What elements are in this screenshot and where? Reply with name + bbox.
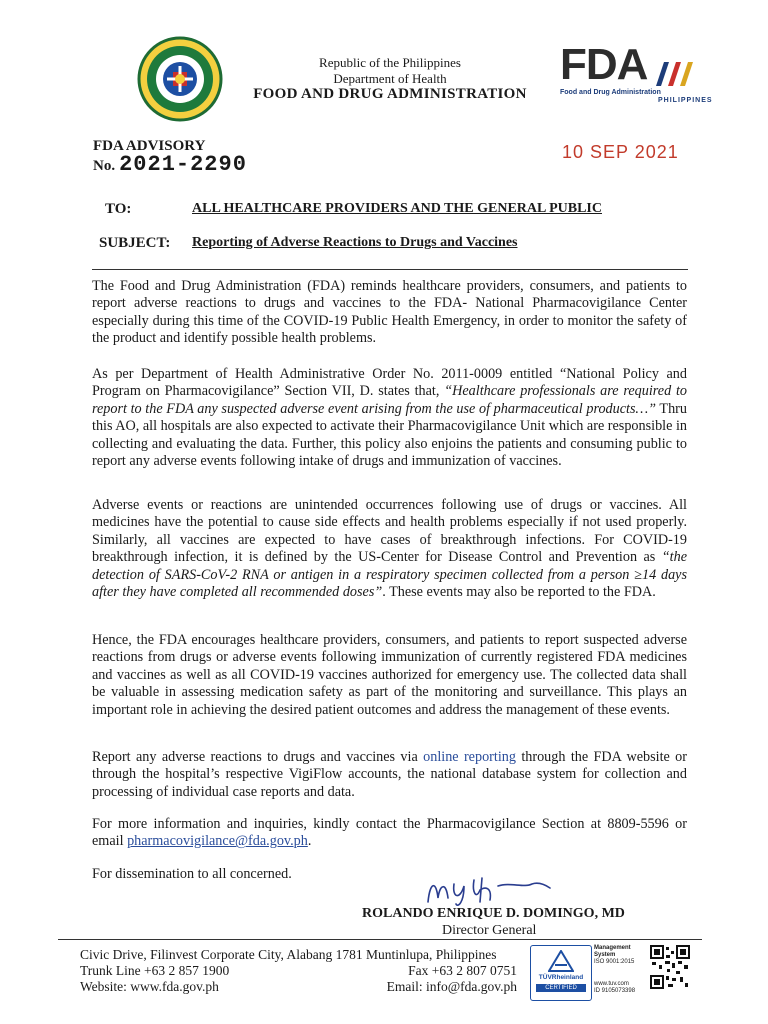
management-system-info [594, 945, 650, 1001]
fda-logo-sub: Food and Drug Administration [560, 89, 661, 96]
advisory-title: FDA ADVISORY [93, 138, 206, 154]
paragraph-6 [92, 816, 687, 851]
paragraph-5-text-b: through the FDA website or through the hospital’s respective VigiFlow accounts, the national database system for collection and processing of individual case reports and data. [92, 749, 688, 800]
paragraph-3-text-a: Adverse events or reactions are unintended occurrences following use of drugs or vaccines. All medicines have the potential to cause side effects and health problems especially if not used properly. Similarly, all vaccines are expected to have cases of breakthrough infections. For COVID-19 breakthrough infection, it is defined by the US-Center for Disease Control and Prevention as [92, 497, 687, 566]
advisory-no-label: No. [93, 158, 116, 174]
tuv-certification-badge [530, 945, 592, 1001]
tuv-id: ID 9105073398 [594, 988, 636, 994]
advisory-number: 2021-2290 [119, 152, 247, 177]
tuv-certified-label: CERTIFIED [536, 984, 586, 992]
header-agency: FOOD AND DRUG ADMINISTRATION [253, 86, 527, 102]
tuv-brand: TÜVRheinland [538, 974, 584, 981]
to-value: ALL HEALTHCARE PROVIDERS AND THE GENERAL PUBLIC [192, 201, 602, 216]
fda-logo [558, 40, 713, 110]
qr-code-icon [650, 945, 690, 989]
fda-logo-sub-country: PHILIPPINES [658, 97, 713, 104]
iso-standard: ISO 9001:2015 [594, 959, 635, 965]
signatory-title: Director General [442, 923, 537, 938]
footer-email: Email: info@fda.gov.ph [386, 979, 517, 994]
subject-label: SUBJECT: [99, 235, 171, 251]
footer-divider [58, 939, 702, 940]
tuv-url: www.tuv.com [594, 981, 629, 987]
paragraph-3 [92, 497, 687, 601]
paragraph-3-quote: “the detection of SARS-CoV-2 RNA or antigen in a respiratory specimen collected from a person ≥14 days after they have completed all recommended doses” [92, 549, 687, 601]
tuv-triangle-icon [548, 950, 574, 972]
online-reporting-link[interactable]: online reporting [423, 749, 516, 765]
to-label: TO: [105, 201, 132, 217]
paragraph-5 [92, 749, 687, 801]
signatory-name: ROLANDO ENRIQUE D. DOMINGO, MD [362, 906, 625, 921]
date-stamp: 10 SEP 2021 [562, 142, 679, 162]
subject-value: Reporting of Adverse Reactions to Drugs and Vaccines [192, 235, 518, 250]
paragraph-2-text-a: As per Department of Health Administrative Order No. 2011-0009 entitled “National Policy and Program on Pharmacovigilance” Section VII, D. states that, [92, 366, 687, 400]
fda-logo-letters: FDA [560, 40, 648, 89]
paragraph-5-text-a: Report any adverse reactions to drugs and vaccines via [92, 749, 424, 765]
mgmt-line-1: Management [594, 945, 631, 951]
paragraph-3-text-b: . These events may also be reported to the FDA. [382, 584, 656, 601]
paragraph-2 [92, 366, 687, 470]
paragraph-2-quote: “Healthcare professionals are required to report to the FDA any suspected adverse event arising from the use of pharmaceutical products…” [92, 383, 688, 417]
pharmacovigilance-email-link[interactable]: pharmacovigilance@fda.gov.ph [127, 833, 308, 850]
advisory-number-row [93, 152, 247, 177]
fda-logo-stripes-icon [650, 60, 700, 88]
paragraph-7: For dissemination to all concerned. [92, 866, 292, 882]
header-department: Department of Health [333, 71, 447, 86]
doh-seal [137, 36, 223, 122]
footer-trunk-line: Trunk Line +63 2 857 1900 [80, 963, 230, 978]
mgmt-line-2: System [594, 952, 616, 958]
paragraph-6-text-b: . [307, 833, 312, 850]
footer-website: Website: www.fda.gov.ph [80, 979, 219, 994]
footer-fax: Fax +63 2 807 0751 [408, 963, 517, 978]
paragraph-6-text-a: For more information and inquiries, kindly contact the Pharmacovigilance Section at 8809-5596 or email [92, 816, 687, 850]
subject-divider [92, 269, 688, 270]
paragraph-1: The Food and Drug Administration (FDA) reminds healthcare providers, consumers, and patients to report adverse reactions to drugs and vaccines to the FDA- National Pharmacovigilance Center especially during this time of the COVID-19 Public Health Emergency, in order to monitor the safety of the product and identify possible health problems. [92, 278, 687, 347]
footer-address: Civic Drive, Filinvest Corporate City, Alabang 1781 Muntinlupa, Philippines [80, 947, 497, 962]
header-republic: Republic of the Philippines [319, 55, 461, 70]
paragraph-4: Hence, the FDA encourages healthcare providers, consumers, and patients to report suspected adverse reactions from drugs or adverse events following immunization of currently registered FDA medicines and vaccines as well as all COVID-19 vaccines authorized for emergency use. The collected data shall be valuable in assessing medication safety as part of the monitoring and surveillance. This plays an important role in achieving the desired patient outcomes and address the management of these events. [92, 632, 687, 718]
paragraph-2-text-b: Thru this AO, all hospitals are also expected to activate their Pharmacovigilance Unit which are responsible in collecting and evaluating the data. Further, this policy also enjoins the patients and consuming public to report any adverse events following intake of drugs and immunization of vaccines. [92, 400, 687, 470]
